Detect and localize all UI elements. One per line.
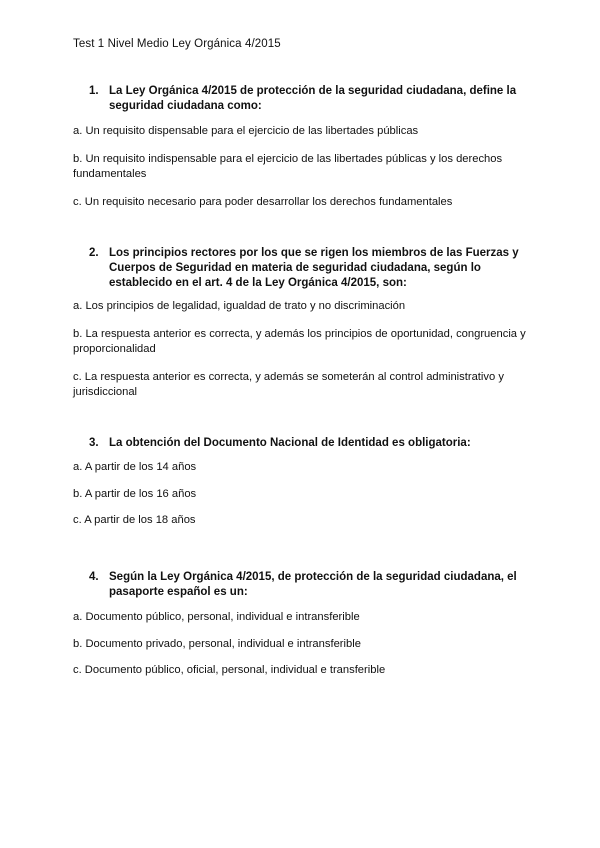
question-3 xyxy=(73,436,543,529)
answer-option-c: c. Un requisito necesario para poder desarrollar los derechos fundamentales xyxy=(73,195,453,208)
question-text: Los principios rectores por los que se rigen los miembros de las Fuerzas y Cuerpos de Seguridad en materia de seguridad ciudadana, según lo establecido en el art. 4 de la Ley Orgánica 4/2015, son: xyxy=(109,247,519,289)
document-title: Test 1 Nivel Medio Ley Orgánica 4/2015 xyxy=(73,38,281,50)
answer-option-b: b. Un requisito indispensable para el ejercicio de las libertades públicas y los derechos fundamentales xyxy=(73,152,503,180)
answer-options xyxy=(73,610,543,679)
question-2 xyxy=(73,246,543,401)
answer-option-a: a. Un requisito dispensable para el ejercicio de las libertades públicas xyxy=(73,125,419,137)
question-heading xyxy=(73,84,543,114)
answer-option-a: a. A partir de los 14 años xyxy=(73,461,197,473)
question-1 xyxy=(73,84,543,210)
question-text: Según la Ley Orgánica 4/2015, de protección de la seguridad ciudadana, el pasaporte español es un: xyxy=(109,571,517,598)
question-number: 4. xyxy=(89,571,99,583)
answer-option-b: b. Documento privado, personal, individual e intransferible xyxy=(73,637,361,650)
answer-options xyxy=(73,299,543,401)
answer-option-b: b. A partir de los 16 años xyxy=(73,487,197,500)
answer-option-b: b. La respuesta anterior es correcta, y además los principios de oportunidad, congruencia y proporcionalidad xyxy=(73,327,526,355)
answer-option-a: a. Los principios de legalidad, igualdad de trato y no discriminación xyxy=(73,300,406,312)
answer-options xyxy=(73,460,543,529)
answer-option-c: c. Documento público, oficial, personal, individual e transferible xyxy=(73,664,386,676)
question-4 xyxy=(73,570,543,679)
question-heading xyxy=(73,246,543,291)
question-number: 2. xyxy=(89,247,99,259)
question-number: 3. xyxy=(89,437,99,449)
question-text: La obtención del Documento Nacional de Identidad es obligatoria: xyxy=(109,437,471,449)
question-number: 1. xyxy=(89,85,99,97)
answer-option-a: a. Documento público, personal, individual e intransferible xyxy=(73,611,360,623)
answer-options xyxy=(73,124,543,210)
question-heading xyxy=(73,436,543,451)
answer-option-c: c. A partir de los 18 años xyxy=(73,514,196,526)
question-text: La Ley Orgánica 4/2015 de protección de la seguridad ciudadana, define la seguridad ciudadana como: xyxy=(109,85,517,112)
answer-option-c: c. La respuesta anterior es correcta, y además se someterán al control administrativo y jurisdiccional xyxy=(73,370,504,398)
question-heading xyxy=(73,570,543,600)
